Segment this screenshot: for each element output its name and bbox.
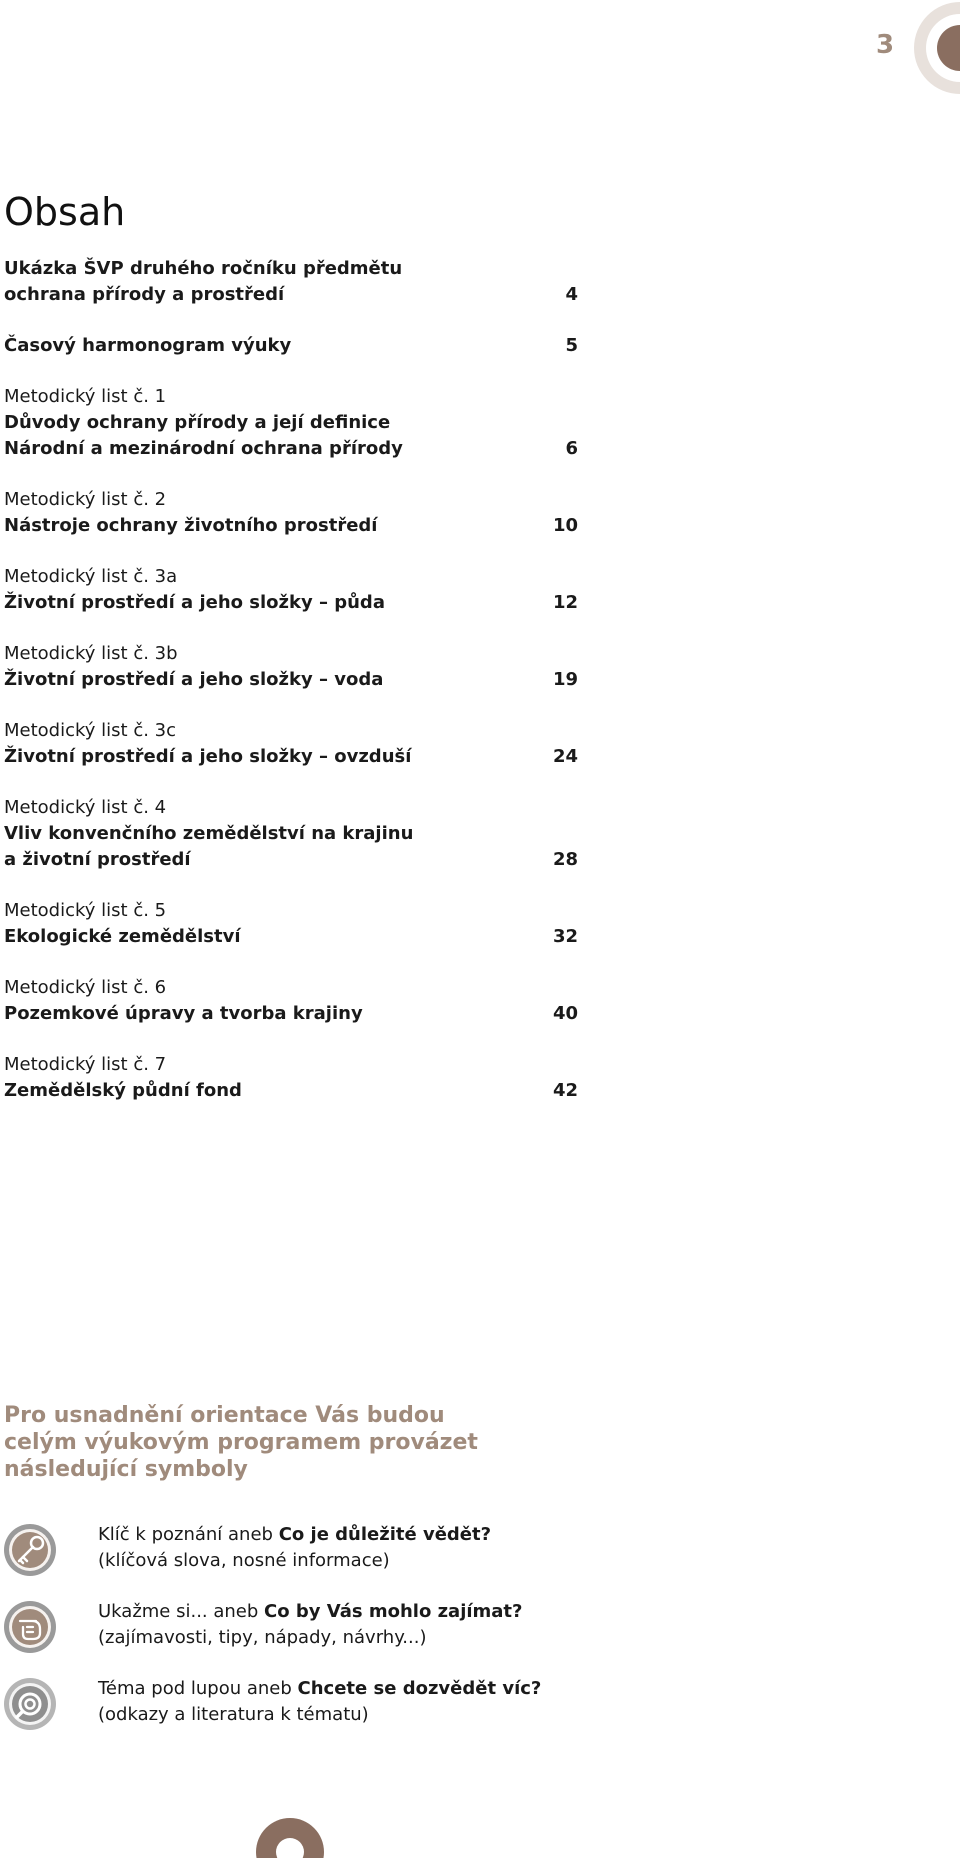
toc-entry[interactable] [4,384,578,462]
toc-entry-title-cont: a životní prostředí [4,849,191,870]
toc-entry-subtitle: Metodický list č. 2 [4,489,167,510]
legend-lead: Téma pod lupou aneb [98,1678,298,1699]
toc-entry[interactable] [4,641,578,693]
magnifier-icon [2,1676,58,1732]
legend-detail: (odkazy a literatura k tématu) [98,1704,369,1725]
toc-entry[interactable] [4,975,578,1027]
legend-question: Co je důležité vědět? [278,1524,492,1545]
legend-question: Co by Vás mohlo zajímat? [264,1601,523,1622]
legend-item [0,1522,600,1599]
toc-page-number: 19 [552,669,578,690]
legend-text [98,1522,491,1574]
toc-entry-title: Životní prostředí a jeho složky – ovzduší [4,746,412,767]
toc-page-number: 32 [552,926,578,947]
toc-entry-title: Pozemkové úpravy a tvorba krajiny [4,1003,363,1024]
toc-title: Obsah [4,190,126,234]
toc-entry-subtitle: Metodický list č. 1 [4,386,167,407]
toc-entry-subtitle: Metodický list č. 4 [4,797,167,818]
toc-entry[interactable] [4,718,578,770]
toc-entry-subtitle: Metodický list č. 3c [4,720,177,741]
toc-entry[interactable] [4,256,578,308]
legend-question: Chcete se dozvědět víc? [297,1678,542,1699]
toc-entry[interactable] [4,898,578,950]
toc-entry-subtitle: Metodický list č. 3b [4,643,178,664]
toc-page-number: 5 [565,335,578,356]
toc-entry[interactable] [4,795,578,873]
page-number: 3 [876,30,895,60]
toc-entry-title: Ekologické zemědělství [4,926,241,947]
legend-lead: Klíč k poznání aneb [98,1524,279,1545]
toc-entry-title: Životní prostředí a jeho složky – voda [4,669,384,690]
legend-detail: (klíčová slova, nosné informace) [98,1550,390,1571]
toc-entry-title: Životní prostředí a jeho složky – půda [4,592,385,613]
toc-page-number: 24 [552,746,578,767]
toc-entry-subtitle: Metodický list č. 7 [4,1054,167,1075]
key-icon [2,1522,58,1578]
toc-entry[interactable] [4,487,578,539]
toc-entry-title: Časový harmonogram výuky [4,335,292,356]
bottom-ring-decoration [250,1818,330,1858]
legend-heading-line: celým výukovým programem provázet [4,1430,478,1455]
toc-entry-title: Nástroje ochrany životního prostředí [4,515,378,536]
legend-item [0,1676,600,1753]
legend-text [98,1676,541,1728]
pointing-hand-icon [2,1599,58,1655]
toc-entry[interactable] [4,333,578,359]
toc-page-number: 42 [552,1080,578,1101]
toc-page-number: 28 [552,849,578,870]
toc-page-number: 6 [565,438,578,459]
legend-text [98,1599,522,1651]
symbol-legend [0,1522,600,1753]
legend-detail: (zajímavosti, tipy, nápady, návrhy...) [98,1627,427,1648]
toc-page-number: 10 [552,515,578,536]
toc-page-number: 12 [552,592,578,613]
toc-page-number: 4 [565,284,578,305]
toc-entry-title: Důvody ochrany přírody a její definice [4,412,391,433]
legend-heading [4,1402,478,1483]
toc-entry[interactable] [4,1052,578,1104]
corner-ring-decoration [900,0,960,130]
toc-entry-title-cont: Národní a mezinárodní ochrana přírody [4,438,403,459]
legend-lead: Ukažme si... aneb [98,1601,265,1622]
table-of-contents [4,256,578,1129]
toc-entry[interactable] [4,564,578,616]
legend-heading-line: Pro usnadnění orientace Vás budou [4,1403,445,1428]
toc-page-number: 40 [552,1003,578,1024]
toc-entry-title-cont: ochrana přírody a prostředí [4,284,285,305]
toc-entry-title: Vliv konvenčního zemědělství na krajinu [4,823,414,844]
toc-entry-subtitle: Metodický list č. 5 [4,900,167,921]
legend-item [0,1599,600,1676]
toc-entry-title: Zemědělský půdní fond [4,1080,242,1101]
toc-entry-subtitle: Metodický list č. 3a [4,566,178,587]
toc-entry-subtitle: Metodický list č. 6 [4,977,167,998]
legend-heading-line: následující symboly [4,1457,248,1482]
toc-entry-title: Ukázka ŠVP druhého ročníku předmětu [4,258,403,279]
